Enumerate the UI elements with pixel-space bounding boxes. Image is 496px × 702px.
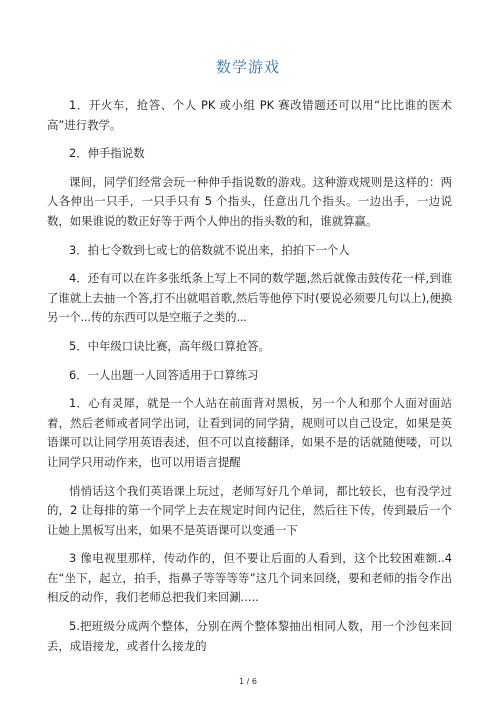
paragraph-8: 1．心有灵犀，就是一个人站在前面背对黑板，另一个人和那个人面对面站着，然后老师或者同学出词，让看到词的同学猜，规则可以自己设定，如果是英语课可以让同学用英语表述，但不可以直接翻译，如果不是的话就随便喽，可以让同学只用动作来，也可以用语言提醒 bbox=[47, 396, 452, 469]
paragraph-1: 1．开火车，抢答、个人 PK 或小组 PK 赛改错题还可以用“比比谁的医术高”进行教学。 bbox=[47, 98, 452, 132]
page-number: 1 / 6 bbox=[239, 677, 257, 686]
document-body bbox=[47, 96, 452, 665]
paragraph-4: 3．拍七令数到七或七的倍数就不说出来，拍拍下一个人 bbox=[69, 242, 350, 257]
document-title: 数学游戏 bbox=[215, 58, 280, 76]
paragraph-5: 4．还有可以在许多张纸条上写上不同的数学题,然后就像击鼓传花一样,到谁了谁就上去抽一个答,打不出就唱首歌,然后等他停下时(要说必须要几句以上),便换另一个...传的东西可以是空瓶子之类的... bbox=[47, 271, 452, 325]
paragraph-7: 6．一人出题一人回答适用于口算练习 bbox=[69, 367, 259, 382]
paragraph-3: 课间，同学们经常会玩一种伸手指说数的游戏。这种游戏规则是这样的：两人各伸出一只手，一只手只有 5 个指头，任意出几个指头。一边出手，一边说数，如果谁说的数正好等于两个人伸出的指头数的和，谁就算赢。 bbox=[47, 174, 452, 228]
paragraph-11: 5.把班级分成两个整体，分别在两个整体黎抽出相同人数，用一个沙包来回丢，成语接龙，或者什么接龙的 bbox=[47, 619, 452, 653]
paragraph-10: 3 像电视里那样，传动作的，但不要让后面的人看到，这个比较困难额..4 在“坐下，起立，拍手，指鼻子等等等等”这几个词来回绕，要和老师的指令作出相反的动作，我们老师总把我们来回涮..... bbox=[47, 551, 452, 605]
paragraph-2: 2．伸手指说数 bbox=[69, 146, 145, 161]
paragraph-9: 悄悄话这个我们英语课上玩过，老师写好几个单词，都比较长，也有没学过的，2 让每排的第一个同学上去在规定时间内记住，然后往下传，传到最后一个让她上黑板写出来，如果不是英语课可以变通一下 bbox=[47, 483, 452, 537]
paragraph-6: 5．中年级口诀比赛，高年级口算抢答。 bbox=[69, 338, 270, 353]
